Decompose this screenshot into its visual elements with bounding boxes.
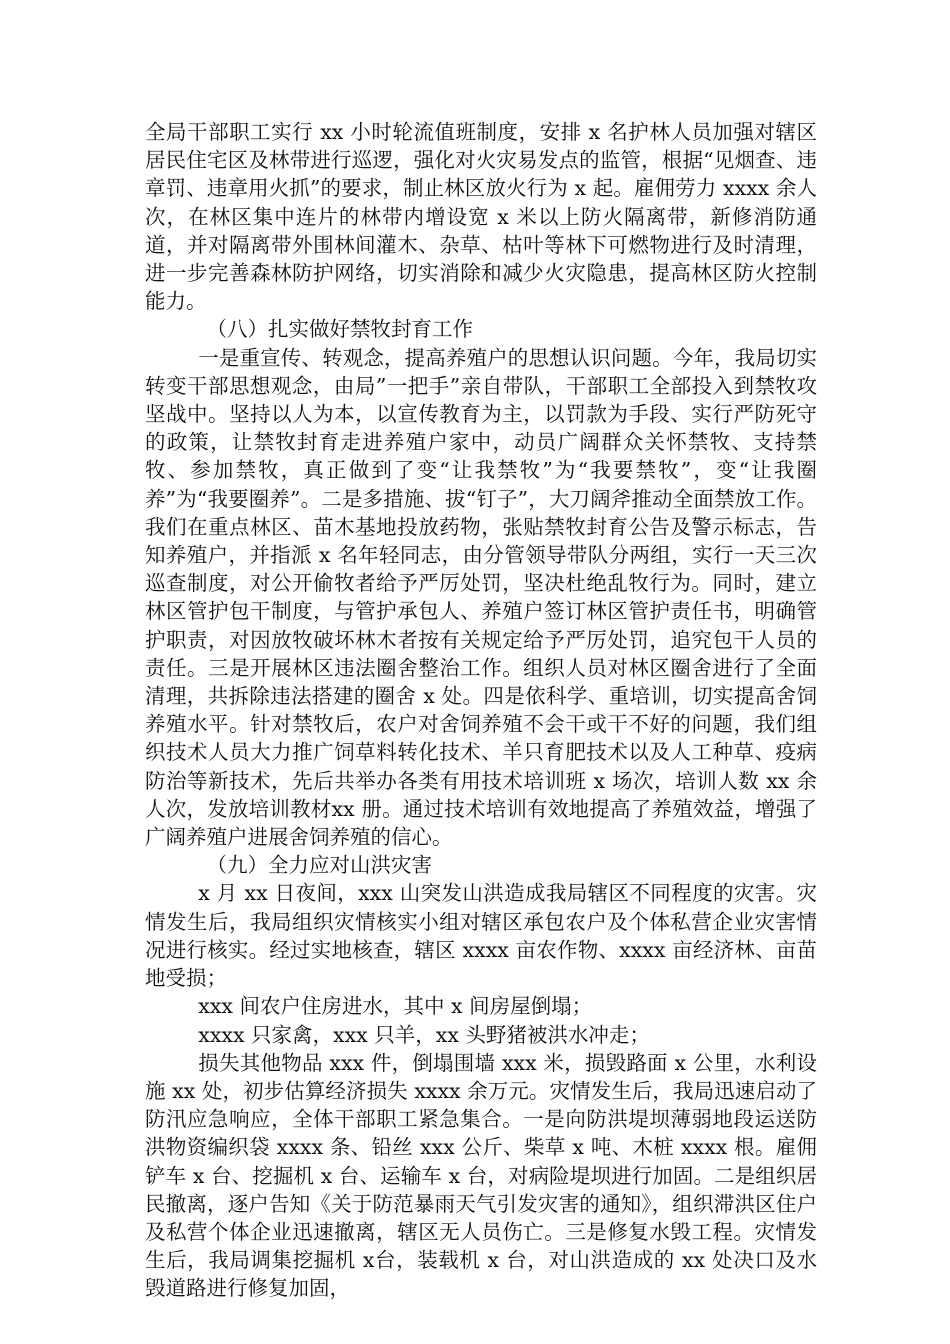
paragraph-flood-houses: xxx 间农户住房进水，其中 x 间房屋倒塌； bbox=[198, 994, 593, 1019]
paragraph-flood-response: 损失其他物品 xxx 件，倒塌围墙 xxx 米，损毁路面 x 公里，水利设施 xx 处，初步估算经济损失 xxxx 余万元。灾情发生后，我局迅速启动了防汛应急响应，全体干部职工紧急集合。一是向防洪堤坝薄弱地段运送防洪物资编织袋 xxxx 条、铅丝 xxx 公斤、柴草 x 吨、木桩 xxxx 根。雇佣铲车 x 台、挖掘机 x 台、运输车 x 台，对病险堤坝进行加固。二是组织居民撤离，逐户告知《关于防范暴雨天气引发灾害的通知》，组织滞洪区住户及私营个体企业迅速撤离，辖区无人员伤亡。三是修复水毁工程。灾情发生后，我局调集挖掘机 x台，装载机 x 台，对山洪造成的 xx 处决口及水毁道路进行修复加固， bbox=[145, 1050, 817, 1301]
paragraph-flood-livestock: xxxx 只家禽，xxx 只羊，xx 头野猪被洪水冲走； bbox=[198, 1022, 650, 1047]
paragraph-grazing-ban: 一是重宣传、转观念，提高养殖户的思想认识问题。今年，我局切实转变干部思想观念，由局”一把手”亲自带队，干部职工全部投入到禁牧攻坚战中。坚持以人为本，以宣传教育为主，以罚款为手段、实行严防死守的政策，让禁牧封育走进养殖户家中，动员广阔群众关怀禁牧、支持禁牧、参加禁牧，真正做到了变“让我禁牧”为“我要禁牧”，变“让我圈养”为“我要圈养”。二是多措施、拔“钉子”，大刀阔斧推动全面禁放工作。我们在重点林区、苗木基地投放药物，张贴禁牧封育公告及警示标志，告知养殖户，并指派 x 名年轻同志，由分管领导带队分两组，实行一天三次巡查制度，对公开偷牧者给予严厉处罚，坚决杜绝乱牧行为。同时，建立林区管护包干制度，与管护承包人、养殖户签订林区管护责任书，明确管护职责，对因放牧破坏林木者按有关规定给予严厉处罚，追究包干人员的责任。三是开展林区违法圈舍整治工作。组织人员对林区圈舍进行了全面清理，共拆除违法搭建的圈舍 x 处。四是依科学、重培训，切实提高舍饲养殖水平。针对禁牧后，农户对舍饲养殖不会干或干不好的问题，我们组织技术人员大力推广饲草料转化技术、羊只育肥技术以及人工种草、疫病防治等新技术，先后共举办各类有用技术培训班 x 场次，培训人数 xx 余人次，发放培训教材xx 册。通过技术培训有效地提高了养殖效益，增强了广阔养殖户进展舍饲养殖的信心。 bbox=[145, 345, 817, 850]
section-heading-grazing-ban: （八）扎实做好禁牧封育工作 bbox=[206, 317, 473, 342]
paragraph-fire-prevention-continued: 全局干部职工实行 xx 小时轮流值班制度，安排 x 名护林人员加强对辖区居民住宅区及林带进行巡逻，强化对火灾易发点的监管，根据“见烟查、违章罚、违章用火抓”的要求，制止林区放火行为 x 起。雇佣劳力 xxxx 余人次，在林区集中连片的林带内增设宽 x 米以上防火隔离带，新修消防通道，并对隔离带外围林间灌木、杂草、枯叶等林下可燃物进行及时清理，进一步完善森林防护网络，切实消除和减少火灾隐患，提高林区防火控制能力。 bbox=[145, 120, 817, 314]
section-heading-flood-disaster: （九）全力应对山洪灾害 bbox=[206, 853, 432, 878]
paragraph-flood-overview: x 月 xx 日夜间，xxx 山突发山洪造成我局辖区不同程度的灾害。灾情发生后，我局组织灾情核实小组对辖区承包农户及个体私营企业灾害情况进行核实。经过实地核查，辖区 xxxx 亩农作物、xxxx 亩经济林、亩苗地受损； bbox=[145, 881, 817, 991]
document-page bbox=[145, 118, 817, 1303]
